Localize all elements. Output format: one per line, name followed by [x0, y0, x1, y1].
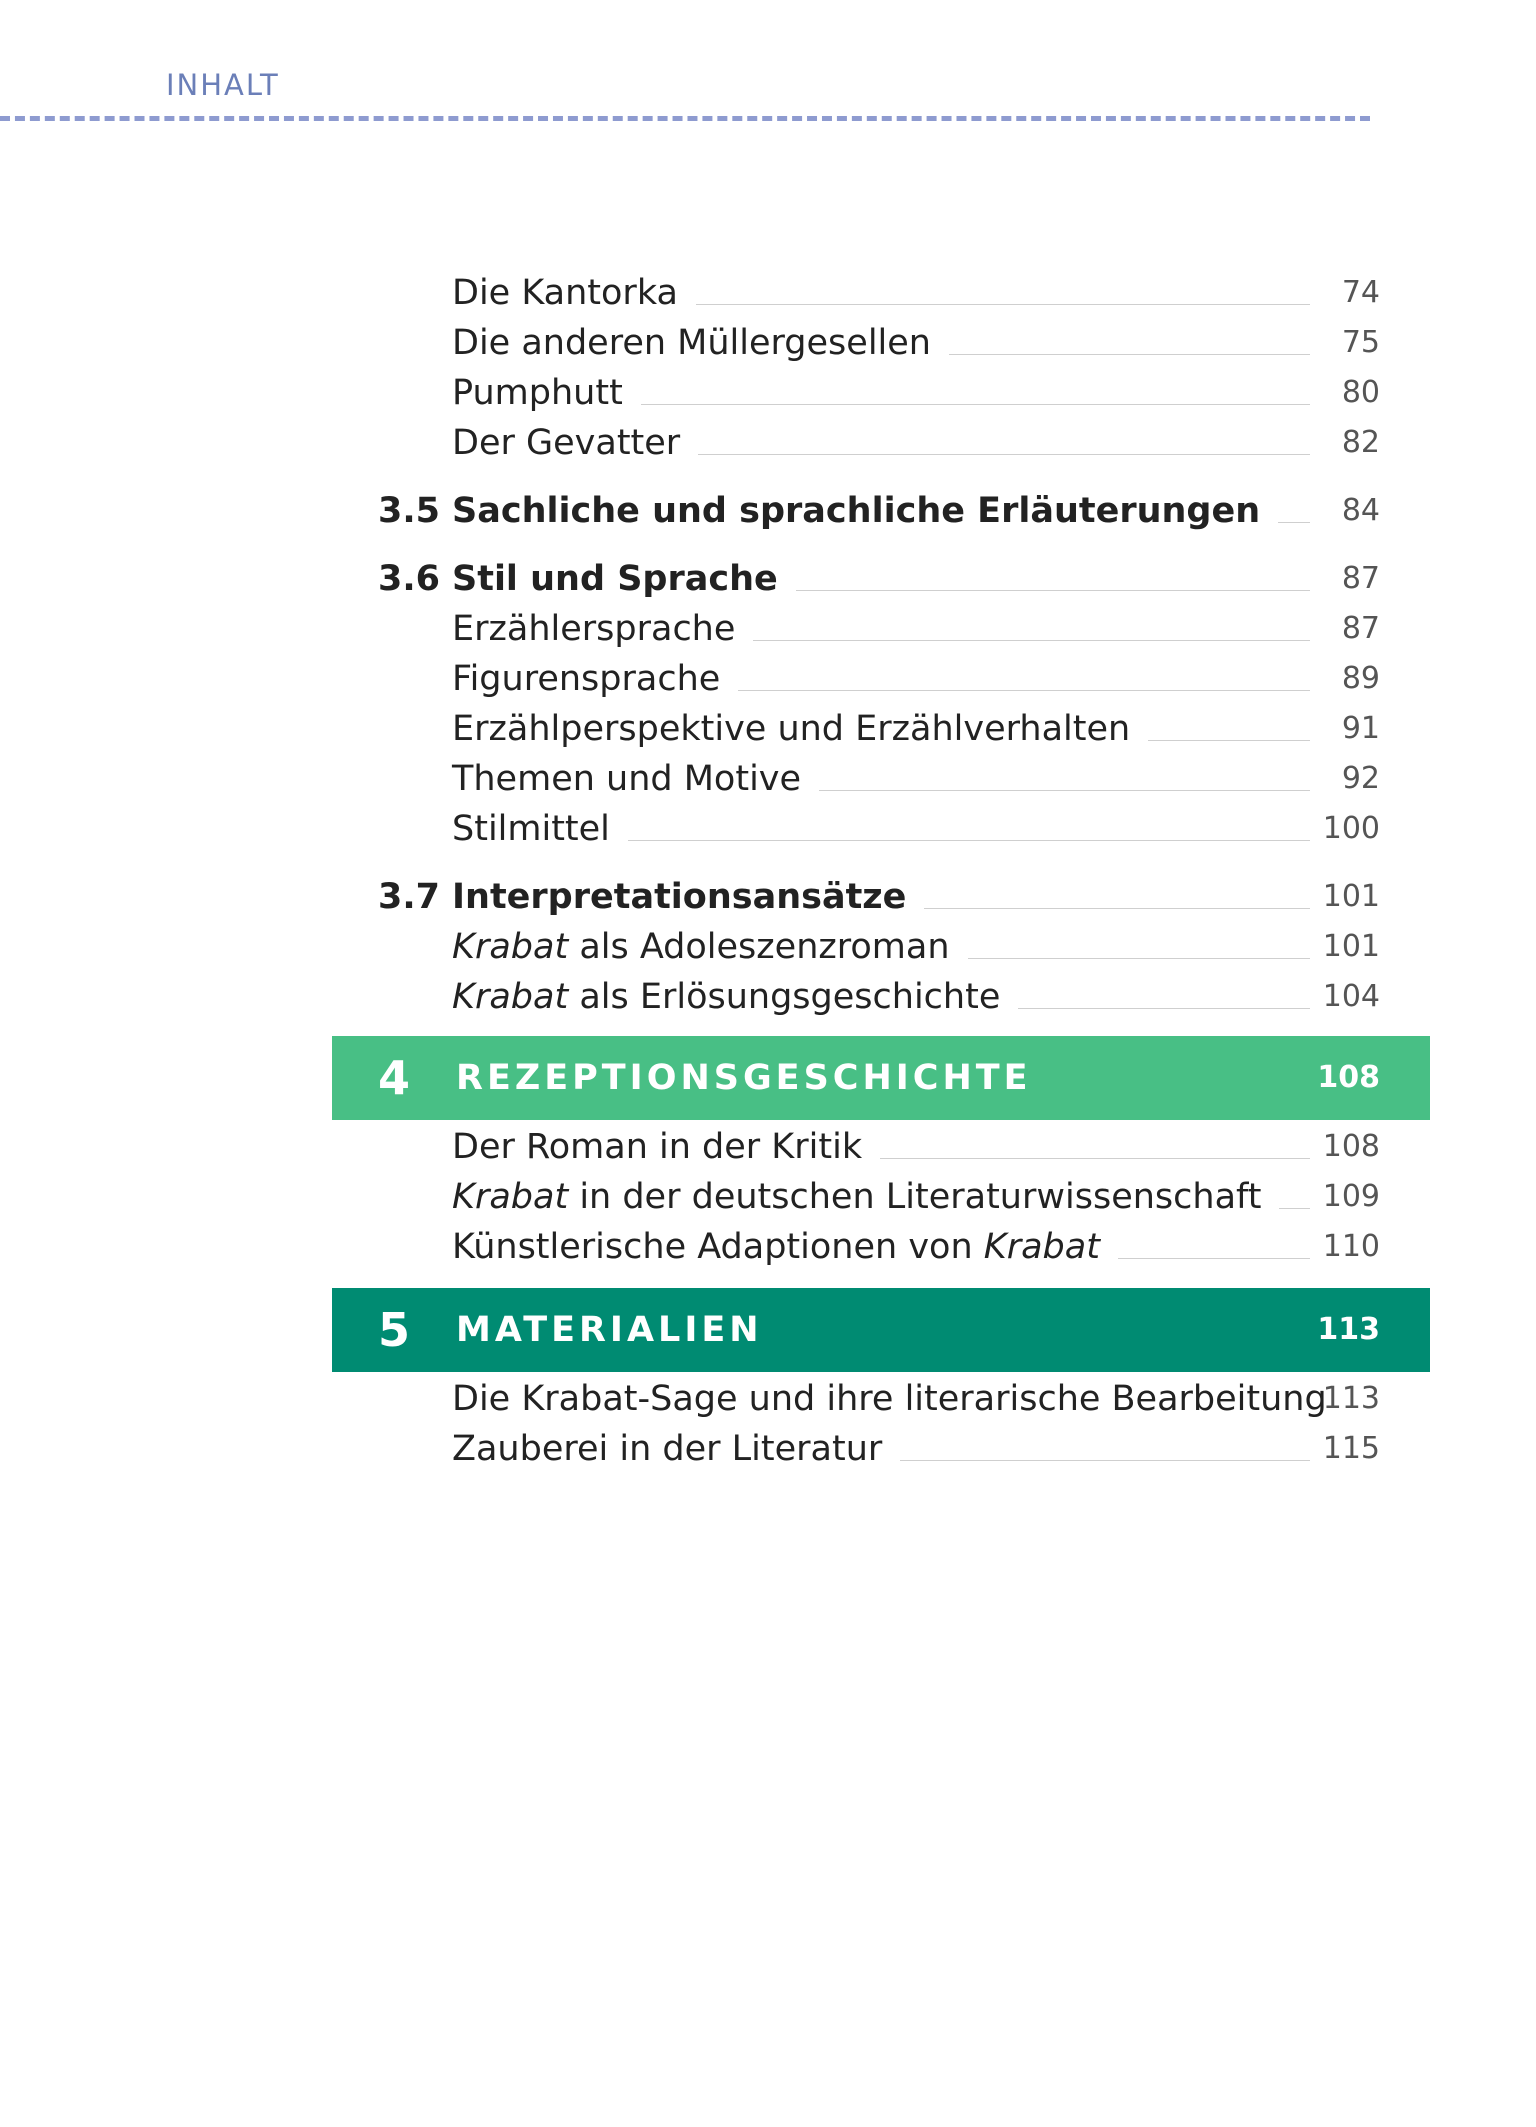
- chapter-number: 5: [378, 1303, 411, 1357]
- toc-entry[interactable]: [0, 1426, 1536, 1472]
- book-title-italic: Krabat: [452, 977, 569, 1017]
- toc-entry-title: Der Gevatter: [452, 420, 698, 466]
- section-number: 3.5: [378, 491, 441, 531]
- toc-entry-title: Erzählersprache: [452, 606, 753, 652]
- section-page: 101: [1322, 879, 1380, 914]
- toc-entry-title-rest: in der deutschen Literaturwissenschaft: [568, 1177, 1262, 1217]
- toc-entry[interactable]: [0, 1174, 1536, 1220]
- toc-entry-title: [452, 1174, 1279, 1220]
- chapter-4-band[interactable]: [332, 1036, 1430, 1120]
- toc-entry-page: 113: [1322, 1381, 1380, 1416]
- toc-entry-page: 104: [1322, 979, 1380, 1014]
- toc-entry-page: 74: [1341, 275, 1380, 310]
- toc-section-3-5[interactable]: [0, 488, 1536, 534]
- toc-entry[interactable]: [0, 1124, 1536, 1170]
- chapter-number: 4: [378, 1051, 411, 1105]
- toc-entry[interactable]: [0, 1376, 1536, 1422]
- toc-section-3-6[interactable]: [0, 556, 1536, 602]
- toc-entry-page: 87: [1341, 611, 1380, 646]
- toc-entry-title: Erzählperspektive und Erzählverhalten: [452, 706, 1148, 752]
- toc-entry-title: [452, 974, 1018, 1020]
- toc-entry-title: Zauberei in der Literatur: [452, 1426, 900, 1472]
- toc-entry[interactable]: [0, 756, 1536, 802]
- toc-entry-title: Pumphutt: [452, 370, 641, 416]
- toc-entry-page: 80: [1341, 375, 1380, 410]
- toc-entry-page: 92: [1341, 761, 1380, 796]
- chapter-5-band[interactable]: [332, 1288, 1430, 1372]
- toc-entry[interactable]: [0, 1224, 1536, 1270]
- toc-entry-title: Die anderen Müllergesellen: [452, 320, 949, 366]
- chapter-title: MATERIALIEN: [456, 1310, 763, 1350]
- chapter-page: 113: [1317, 1312, 1380, 1347]
- toc-entry-page: 89: [1341, 661, 1380, 696]
- toc-entry-title: Die Krabat-Sage und ihre literarische Bearbeitung: [452, 1376, 1345, 1422]
- toc-entry[interactable]: [0, 420, 1536, 466]
- toc-entry-page: 101: [1322, 929, 1380, 964]
- header-dashed-rule: [0, 116, 1370, 121]
- toc-entry-title: Stilmittel: [452, 806, 628, 852]
- section-page: 87: [1341, 561, 1380, 596]
- section-title: Stil und Sprache: [452, 556, 796, 602]
- toc-entry-title: Der Roman in der Kritik: [452, 1124, 880, 1170]
- toc-entry[interactable]: [0, 806, 1536, 852]
- book-title-italic: Krabat: [452, 1177, 569, 1217]
- toc-entry-title-prefix: Künstlerische Adaptionen von: [452, 1227, 984, 1267]
- toc-section-3-7[interactable]: [0, 874, 1536, 920]
- toc-entry[interactable]: [0, 924, 1536, 970]
- book-title-italic: Krabat: [983, 1227, 1100, 1267]
- toc-entry[interactable]: [0, 270, 1536, 316]
- toc-entry[interactable]: [0, 320, 1536, 366]
- toc-entry-page: 115: [1322, 1431, 1380, 1466]
- toc-entry-title: Die Kantorka: [452, 270, 696, 316]
- chapter-title: REZEPTIONSGESCHICHTE: [456, 1058, 1032, 1098]
- section-title: Interpretationsansätze: [452, 874, 924, 920]
- section-number: 3.7: [378, 877, 441, 917]
- toc-entry-title: Figurensprache: [452, 656, 738, 702]
- toc-entry-page: 110: [1322, 1229, 1380, 1264]
- toc-entry[interactable]: [0, 706, 1536, 752]
- toc-entry[interactable]: [0, 974, 1536, 1020]
- running-header: INHALT: [166, 68, 280, 102]
- toc-entry-page: 100: [1322, 811, 1380, 846]
- toc-entry-title: [452, 924, 968, 970]
- toc-entry-page: 75: [1341, 325, 1380, 360]
- toc-entry-title: [452, 1224, 1118, 1270]
- toc-entry[interactable]: [0, 370, 1536, 416]
- toc-entry-title-rest: als Erlösungsgeschichte: [568, 977, 1001, 1017]
- toc-entry-title: Themen und Motive: [452, 756, 819, 802]
- toc-entry-page: 109: [1322, 1179, 1380, 1214]
- toc-entry-page: 108: [1322, 1129, 1380, 1164]
- toc-entry-page: 82: [1341, 425, 1380, 460]
- book-title-italic: Krabat: [452, 927, 569, 967]
- toc-entry-page: 91: [1341, 711, 1380, 746]
- section-number: 3.6: [378, 559, 441, 599]
- toc-entry[interactable]: [0, 606, 1536, 652]
- section-title: Sachliche und sprachliche Erläuterungen: [452, 488, 1278, 534]
- chapter-page: 108: [1317, 1060, 1380, 1095]
- toc-entry[interactable]: [0, 656, 1536, 702]
- section-page: 84: [1341, 493, 1380, 528]
- toc-entry-title-rest: als Adoleszenzroman: [568, 927, 950, 967]
